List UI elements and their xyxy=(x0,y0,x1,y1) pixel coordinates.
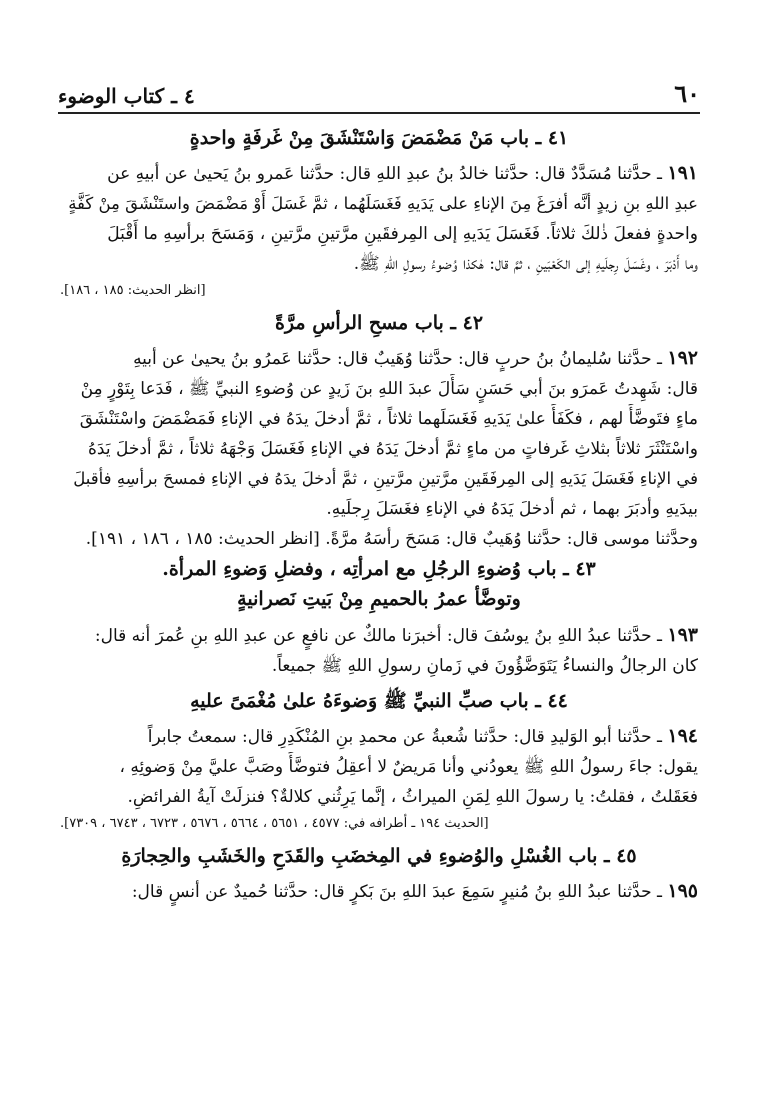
hadith-line: فعَقَلتُ ، فقلتُ: يا رسولَ اللهِ لِمَنِ الميراثُ ، إنَّما يَرِثُني كلالةٌ؟ فنزلَتْ آيةُ الفرائضِ. xyxy=(127,787,698,807)
page-body xyxy=(60,118,698,907)
hadith-number: ١٩٣ xyxy=(667,624,698,646)
hadith-number: ١٩١ xyxy=(667,162,698,184)
chapter-title-41: ٤١ ـ باب مَنْ مَضْمَضَ وَاسْتَنْشَقَ مِنْ غَرفَةٍ واحدةٍ xyxy=(189,127,569,149)
chapter-title-44: ٤٤ ـ باب صبِّ النبيِّ ﷺ وَضوءَهُ علىٰ مُغْمَىً عليهِ xyxy=(190,690,568,712)
hadith-line xyxy=(60,721,698,752)
chapter-title-43: ٤٣ ـ باب وُضوءِ الرجُلِ مع امرأتِه ، وفضلِ وَضوءِ المرأة. xyxy=(162,558,596,580)
cross-reference: [الحديث ١٩٤ ـ أطرافه في: ٤٥٧٧ ، ٥٦٥١ ، ٥٦٦٤ ، ٥٦٧٦ ، ٦٧٢٣ ، ٦٧٤٣ ، ٧٣٠٩]. xyxy=(60,816,489,831)
hadith-number: ١٩٢ xyxy=(667,347,698,369)
hadith-text: ـ حدَّثنا سُليمانُ بنُ حربٍ قال: حدَّثنا وُهَيبٌ قال: حدَّثنا عَمرُو بنُ يحيىٰ عن أبيهِ xyxy=(133,349,662,369)
hadith-line: قال: شَهِدتُ عَمرَو بنَ أبي حَسَنٍ سَأَلَ عبدَ اللهِ بنَ زَيدٍ عن وُضوءِ النبيِّ ﷺ ، فَدَعا بِتَوْرٍ مِنْ xyxy=(80,379,698,399)
hadith-line: في الإناءِ فَغَسَلَ يَدَيهِ إلى المِرفَقَينِ مرَّتينِ مرَّتينِ ، ثمَّ أدخلَ يدَهُ في الإناءِ فمسحَ برأسِهِ فأقبلَ xyxy=(73,469,698,488)
hadith-line xyxy=(60,620,698,651)
page-number: ٦٠ xyxy=(674,79,700,108)
hadith-line: واحدةٍ ففعلَ ذٰلكَ ثلاثاً. فَغَسَلَ يَدَيهِ إلى المِرفقَينِ مرَّتينِ مرَّتينِ ، وَمَسَحَ برأسِهِ ما أَقْبَلَ xyxy=(107,224,698,244)
hadith-line xyxy=(60,876,698,907)
hadith-193 xyxy=(60,620,698,681)
hadith-line: بيدَيهِ وأدبَرَ بهما ، ثم أدخلَ يَدَهُ في الإناءِ فغَسَلَ رِجلَيهِ. xyxy=(326,499,698,519)
hadith-line: ماءٍ فتَوضَّأَ لهم ، فكَفَأَ علىٰ يَدَيهِ فَغَسَلَهما ثلاثاً ، ثمَّ أدخلَ يدَهُ في الإناءِ فَمَضْمَضَ واسْتَنْشَقَ xyxy=(79,409,698,429)
hadith-number: ١٩٤ xyxy=(667,725,698,747)
cross-reference: [انظر الحديث: ١٨٥ ، ١٨٦]. xyxy=(60,283,206,298)
book-title: ٤ ـ كتاب الوضوء xyxy=(58,84,195,108)
chapter-subtitle-43: وتوضَّأ عمرُ بالحميمِ مِنْ بَيتِ نَصرانيةٍ xyxy=(237,588,521,610)
hadith-text: ـ حدَّثنا مُسَدَّدٌ قال: حدَّثنا خالدُ بنُ عبدِ اللهِ قال: حدَّثنا عَمرو بنُ يَحيىٰ عن أبيهِ عن xyxy=(107,164,662,184)
hadith-195 xyxy=(60,876,698,907)
chapter-title-42: ٤٢ ـ باب مسحِ الرأسِ مرَّةً xyxy=(274,312,484,334)
hadith-line xyxy=(60,158,698,189)
hadith-line xyxy=(60,343,698,374)
hadith-number: ١٩٥ xyxy=(667,880,698,902)
hadith-line: كان الرجالُ والنساءُ يَتَوَضَّؤُونَ في زَمانِ رسولِ اللهِ ﷺ جميعاً. xyxy=(271,656,698,676)
page-header xyxy=(58,74,700,114)
hadith-text: ـ حدَّثنا عبدُ اللهِ بنُ مُنيرٍ سَمِعَ عبدَ اللهِ بنَ بَكرٍ قال: حدَّثنا حُميدٌ عن أنسٍ قال: xyxy=(131,882,662,902)
hadith-line: واسْتَنْثَرَ ثلاثاً بثلاثِ غَرفاتٍ من ماءٍ ثمَّ أدخلَ يَدَهُ في الإناءِ فَغَسَلَ وَجْهَهُ ثلاثاً ، ثمَّ أدخلَ يَدَهُ xyxy=(87,439,698,459)
hadith-line: عبدِ اللهِ بنِ زيدٍ أنَّه أفرَغَ مِنَ الإناءِ على يَدَيهِ فَغَسَلَهُما ، ثمَّ غَسَلَ أَوْ مَضْمَضَ واستَنْشَقَ مِنْ كَفَّةٍ xyxy=(68,194,698,213)
hadith-192 xyxy=(60,343,698,554)
hadith-line: يقول: جاءَ رسولُ اللهِ ﷺ يعودُني وأنا مَريضٌ لا أعقِلُ فتوضَّأَ وصَبَّ عليَّ مِنْ وَضوئِهِ ، xyxy=(119,757,698,777)
hadith-text: ـ حدَّثنا أبو الوَليدِ قال: حدَّثنا شُعبةُ عن محمدِ بنِ المُنْكَدِرِ قال: سمعتُ جابراً xyxy=(147,727,662,747)
hadith-194 xyxy=(60,721,698,812)
hadith-line: وما أَدْبَرَ ، وغَسَلَ رِجلَيهِ إلى الكَعْبَينِ ، ثمَّ قال: هٰكذا وُضوءُ رسولِ اللهِ ﷺ. xyxy=(353,254,698,274)
hadith-text: ـ حدَّثنا عبدُ اللهِ بنُ يوسُفَ قال: أخبرَنا مالكٌ عن نافعٍ عن عبدِ اللهِ بنِ عُمرَ أنه قال: xyxy=(94,626,662,646)
chapter-title-45: ٤٥ ـ باب الغُسْلِ والوُضوءِ في المِخضَبِ والقَدَحِ والخَشَبِ والحِجارَةِ xyxy=(121,845,637,867)
hadith-followup: وحدَّثنا موسى قال: حدَّثنا وُهَيبٌ قال: مَسَحَ رأسَهُ مرَّةً. [انظر الحديث: ١٨٥ ، ١٨٦ ، ١٩١]. xyxy=(85,529,698,549)
hadith-191 xyxy=(60,158,698,279)
